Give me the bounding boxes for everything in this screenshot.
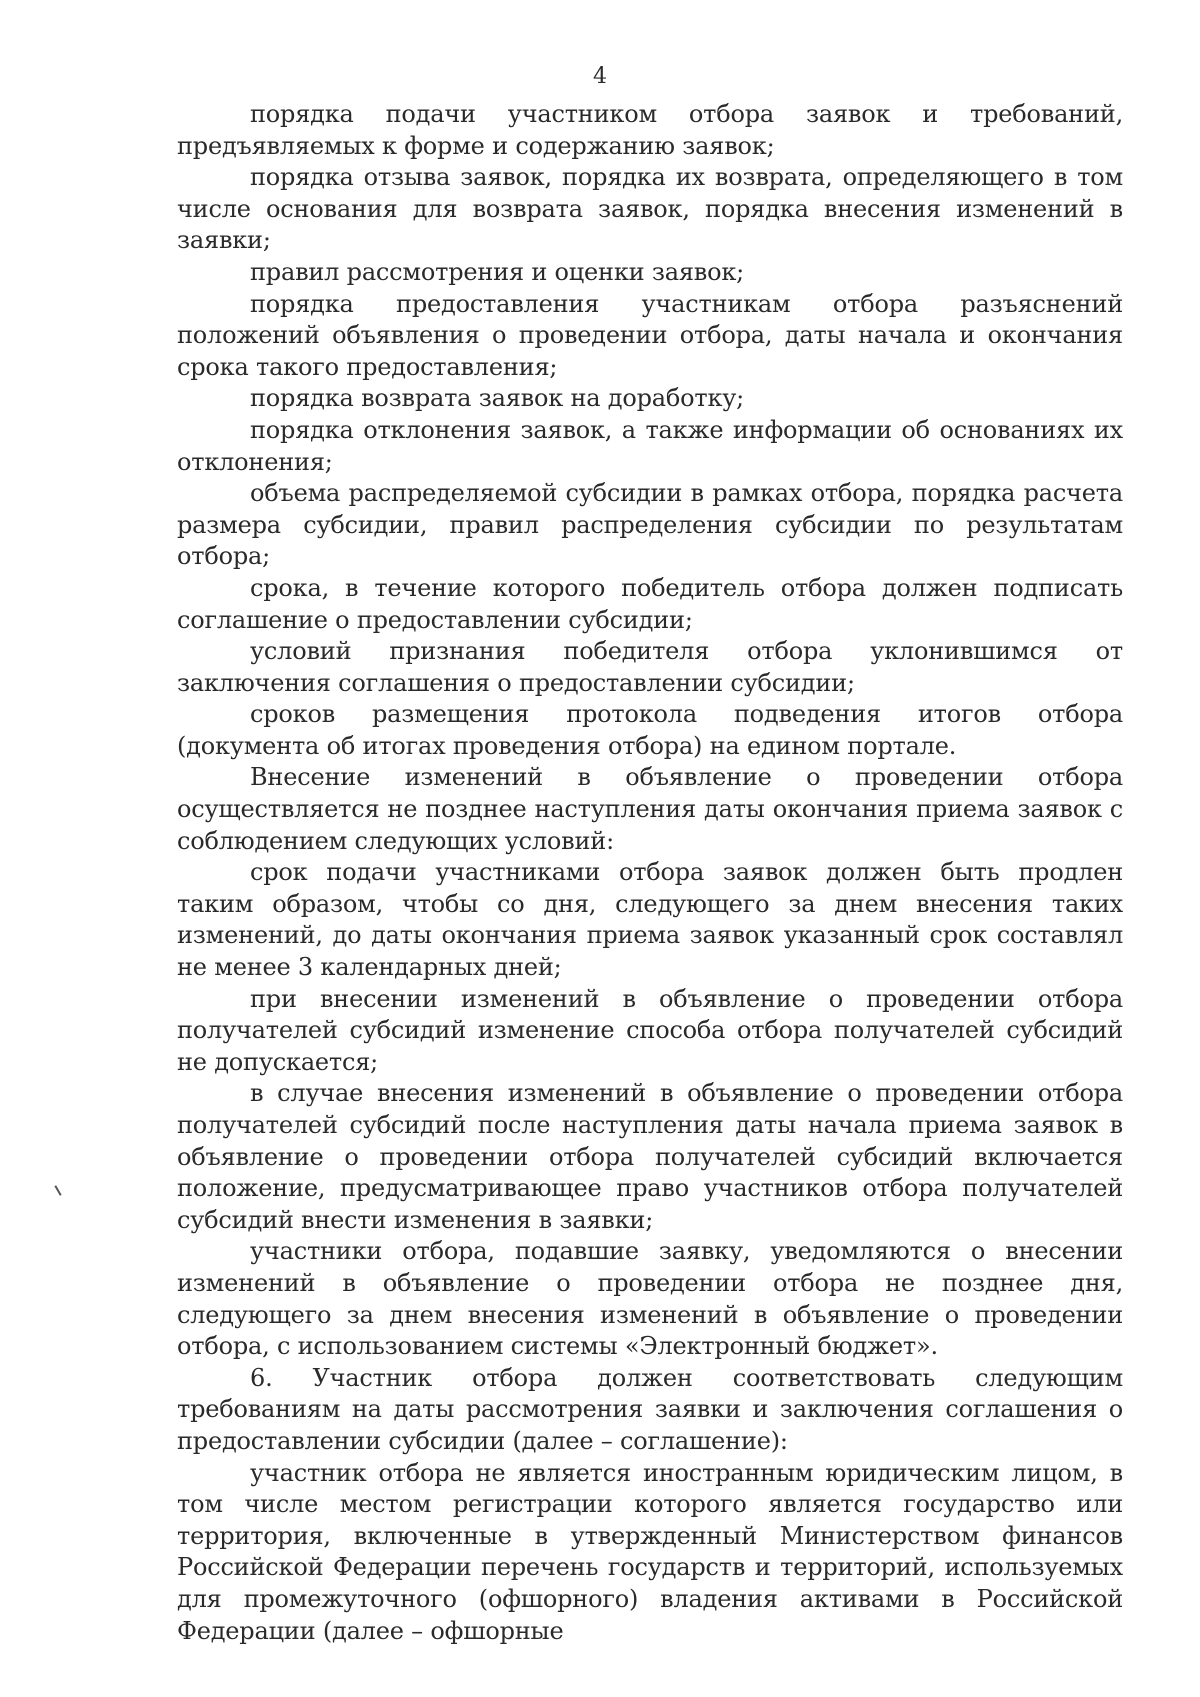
paragraph-9: условий признания победителя отбора уклонившимся от заключения соглашения о предоставлении субсидии; (177, 637, 1123, 697)
paragraph-15: участники отбора, подавшие заявку, уведомляются о внесении изменений в объявление о проведении отбора не позднее дня, следующего за днем внесения изменений в объявление о проведении отбора, с использованием системы «Электронный бюджет». (177, 1237, 1123, 1361)
paragraph-14: в случае внесения изменений в объявление о проведении отбора получателей субсидий после наступления даты начала приема заявок в объявление о проведении отбора получателей субсидий включается положение, предусматривающее право участников отбора получателей субсидий внести изменения в заявки; (177, 1079, 1123, 1234)
paragraph-17: участник отбора не является иностранным юридическим лицом, в том числе местом регистрации которого является государство или территория, включенные в утвержденный Министерством финансов Российской Федерации перечень государств и территорий, используемых для промежуточного (офшорного) владения активами в Российской Федерации (далее – офшорные (177, 1458, 1123, 1645)
scan-artifact-mark (54, 1185, 61, 1196)
paragraph-13: при внесении изменений в объявление о проведении отбора получателей субсидий изменение способа отбора получателей субсидий не допускается; (177, 984, 1123, 1076)
paragraph-7: объема распределяемой субсидии в рамках отбора, порядка расчета размера субсидии, правил распределения субсидии по результатам отбора; (177, 479, 1123, 571)
paragraph-6: порядка отклонения заявок, а также информации об основаниях их отклонения; (177, 415, 1123, 476)
paragraph-11: Внесение изменений в объявление о проведении отбора осуществляется не позднее наступления даты окончания приема заявок с соблюдением следующих условий: (177, 763, 1123, 855)
paragraph-2: порядка отзыва заявок, порядка их возврата, определяющего в том числе основания для возврата заявок, порядка внесения изменений в заявки; (177, 163, 1123, 255)
paragraph-10: сроков размещения протокола подведения итогов отбора (документа об итогах проведения отбора) на едином портале. (177, 700, 1123, 760)
document-body (177, 99, 1123, 1647)
paragraph-5: порядка возврата заявок на доработку; (250, 384, 745, 413)
paragraph-16: 6. Участник отбора должен соответствовать следующим требованиям на даты рассмотрения заявки и заключения соглашения о предоставлении субсидии (далее – соглашение): (177, 1363, 1123, 1455)
paragraph-8: срока, в течение которого победитель отбора должен подписать соглашение о предоставлении субсидии; (177, 573, 1123, 634)
paragraph-4: порядка предоставления участникам отбора разъяснений положений объявления о проведении отбора, даты начала и окончания срока такого предоставления; (177, 289, 1123, 381)
paragraph-3: правил рассмотрения и оценки заявок; (250, 257, 745, 286)
page-number: 4 (593, 64, 607, 89)
paragraph-1: порядка подачи участником отбора заявок и требований, предъявляемых к форме и содержанию заявок; (177, 100, 1123, 160)
paragraph-12: срок подачи участниками отбора заявок должен быть продлен таким образом, чтобы со дня, следующего за днем внесения таких изменений, до даты окончания приема заявок указанный срок составлял не менее 3 календарных дней; (177, 858, 1123, 982)
